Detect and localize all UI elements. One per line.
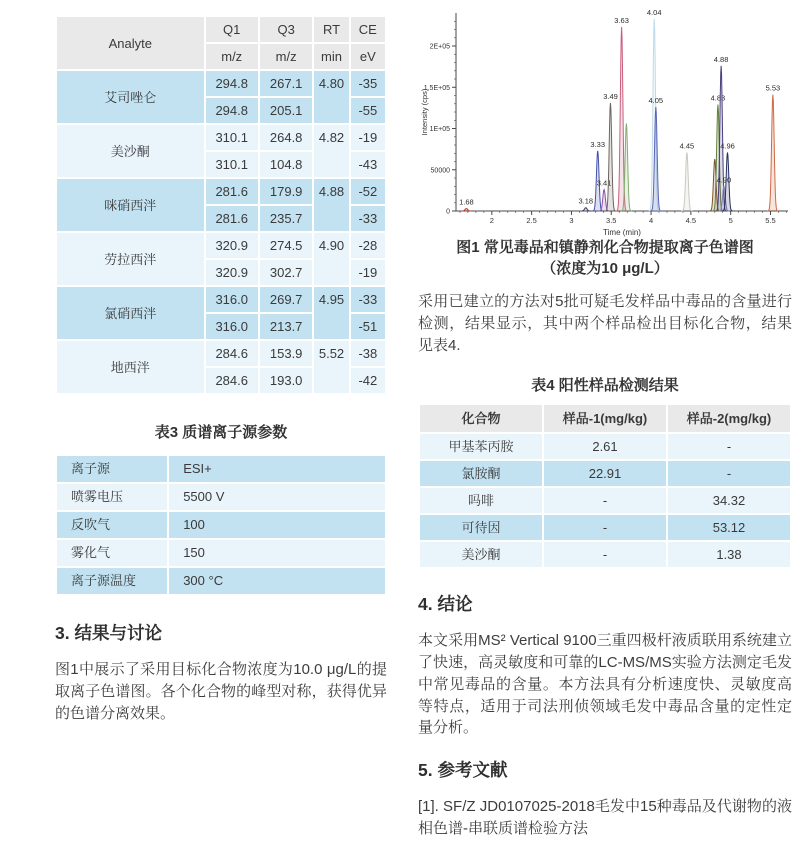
svg-text:2.5: 2.5 [526, 216, 537, 225]
ce-value: -52 [350, 178, 386, 205]
svg-text:3.5: 3.5 [606, 216, 617, 225]
svg-text:1.5E+05: 1.5E+05 [423, 84, 450, 92]
ce-unit: eV [350, 43, 386, 70]
ion-source-row [56, 539, 386, 567]
positive-samples-row [419, 433, 791, 460]
ce-value: -28 [350, 232, 386, 259]
section4-paragraph: 本文采用MS² Vertical 9100三重四极杆液质联用系统建立了快速，高灵敏度和可靠的LC-MS/MS实验方法测定毛发中常见毒品的含量。本方法具有分析速度快、灵敏度高等特点，适用于司法刑侦领域毛发中毒品含量的定性定量分析。 [418, 632, 792, 737]
svg-text:4.5: 4.5 [685, 216, 697, 225]
svg-text:1.68: 1.68 [459, 197, 474, 207]
section5-heading: 5. 参考文献 [418, 760, 508, 780]
table4-caption: 表4 阳性样品检测结果 [531, 377, 679, 395]
q1-value: 294.8 [205, 97, 259, 124]
q1-value: 310.1 [205, 124, 259, 151]
positive-samples-row [419, 541, 791, 568]
ce-value: -19 [350, 259, 386, 286]
right-column [418, 9, 792, 840]
analyte-row [56, 124, 386, 151]
figure1-caption [418, 237, 792, 279]
analyte-row [56, 178, 386, 205]
svg-text:4.90: 4.90 [716, 175, 732, 185]
param-value: ESI+ [168, 455, 386, 483]
rt-value: 4.82 [313, 124, 349, 178]
svg-text:0: 0 [446, 208, 450, 216]
rt-value: 4.95 [313, 286, 349, 340]
svg-text:3.33: 3.33 [590, 139, 606, 149]
reference-entry: [1]. SF/Z JD0107025-2018毛发中15种毒品及代谢物的液相色谱-串联质谱检验方法 [418, 798, 792, 837]
rt-value: 4.88 [313, 178, 349, 232]
section4-heading: 4. 结论 [418, 594, 473, 615]
compound-name: 甲基苯丙胺 [419, 433, 543, 460]
analyte-name: 地西泮 [56, 340, 205, 394]
q3-value: 179.9 [259, 178, 313, 205]
svg-text:4.05: 4.05 [648, 96, 664, 105]
svg-text:4.88: 4.88 [713, 54, 729, 64]
svg-text:4: 4 [648, 216, 654, 225]
rt-unit: min [313, 43, 349, 70]
positive-samples-row [419, 460, 791, 487]
q3-value: 302.7 [259, 259, 313, 286]
analyte-name: 咪硝西泮 [56, 178, 205, 232]
svg-text:4.96: 4.96 [720, 141, 735, 151]
q1-value: 284.6 [205, 340, 259, 367]
analyte-name: 美沙酮 [56, 124, 205, 178]
analyte-table-head [56, 16, 386, 70]
sample1-value: 2.61 [543, 433, 667, 460]
sample1-value: - [543, 487, 667, 514]
q3-value: 269.7 [259, 286, 313, 313]
q1-unit: m/z [205, 43, 259, 70]
q3-header: Q3 [259, 16, 313, 43]
positive-samples-row [419, 487, 791, 514]
param-value: 5500 V [168, 483, 386, 511]
q1-value: 316.0 [205, 313, 259, 340]
analyte-name: 氯硝西泮 [56, 286, 205, 340]
q3-value: 235.7 [259, 205, 313, 232]
ce-value: -33 [350, 205, 386, 232]
q1-value: 320.9 [205, 259, 259, 286]
analyte-table [55, 15, 387, 395]
q3-value: 205.1 [259, 97, 313, 124]
ion-source-row [56, 455, 386, 483]
rt-header: RT [313, 16, 349, 43]
svg-text:Intensity (cps): Intensity (cps) [420, 88, 429, 136]
positive-samples-header: 样品-1(mg/kg) [543, 404, 667, 433]
ce-value: -19 [350, 124, 386, 151]
table3-caption: 表3 质谱离子源参数 [154, 424, 288, 441]
compound-name: 吗啡 [419, 487, 543, 514]
svg-text:5.53: 5.53 [765, 83, 781, 93]
compound-name: 美沙酮 [419, 541, 543, 568]
sample1-value: - [543, 541, 667, 568]
q1-value: 294.8 [205, 70, 259, 97]
sample1-value: - [543, 514, 667, 541]
q3-value: 264.8 [259, 124, 313, 151]
rt-value: 4.90 [313, 232, 349, 286]
analyte-row [56, 70, 386, 97]
figure1-caption-line1: 图1 常见毒品和镇静剂化合物提取离子色谱图 [456, 239, 754, 256]
svg-text:4.83: 4.83 [710, 93, 726, 103]
compound-name: 氯胺酮 [419, 460, 543, 487]
analyte-table-body [56, 70, 386, 394]
ce-value: -33 [350, 286, 386, 313]
ion-source-row [56, 511, 386, 539]
svg-text:4.45: 4.45 [679, 141, 695, 151]
sample2-value: - [667, 460, 791, 487]
positive-samples-header-row [419, 404, 791, 433]
svg-text:3: 3 [569, 216, 574, 225]
q1-header: Q1 [205, 16, 259, 43]
svg-text:1E+05: 1E+05 [429, 126, 450, 133]
svg-text:5.5: 5.5 [765, 216, 776, 225]
svg-text:3.63: 3.63 [614, 16, 629, 25]
ce-value: -51 [350, 313, 386, 340]
sample2-value: - [667, 433, 791, 460]
analyte-row [56, 232, 386, 259]
rt-value: 5.52 [313, 340, 349, 394]
analyte-header: Analyte [56, 16, 205, 70]
svg-text:3.49: 3.49 [603, 91, 618, 101]
positive-samples-header: 化合物 [419, 404, 543, 433]
left-column [55, 15, 387, 840]
analyte-name: 艾司唑仑 [56, 70, 205, 124]
results-paragraph: 采用已建立的方法对5批可疑毛发样品中毒品的含量进行检测，结果显示，其中两个样品检出目标化合物，结果见表4. [418, 293, 792, 354]
svg-text:50000: 50000 [430, 167, 450, 175]
q3-value: 267.1 [259, 70, 313, 97]
svg-text:3.41: 3.41 [596, 178, 612, 188]
rt-value: 4.80 [313, 70, 349, 124]
ce-value: -55 [350, 97, 386, 124]
param-value: 150 [168, 539, 386, 567]
q3-unit: m/z [259, 43, 313, 70]
q3-value: 274.5 [259, 232, 313, 259]
svg-text:3.18: 3.18 [578, 196, 594, 206]
ce-value: -38 [350, 340, 386, 367]
ce-header: CE [350, 16, 386, 43]
param-name: 雾化气 [56, 539, 168, 567]
analyte-row [56, 286, 386, 313]
svg-text:2: 2 [489, 216, 494, 225]
param-value: 300 °C [168, 567, 386, 595]
param-name: 反吹气 [56, 511, 168, 539]
q3-value: 153.9 [259, 340, 313, 367]
param-name: 离子源 [56, 455, 168, 483]
ce-value: -35 [350, 70, 386, 97]
chromatogram-svg [418, 9, 792, 239]
svg-text:Time (min): Time (min) [603, 228, 641, 237]
positive-samples-row [419, 514, 791, 541]
ce-value: -42 [350, 367, 386, 394]
q1-value: 284.6 [205, 367, 259, 394]
positive-samples-header: 样品-2(mg/kg) [667, 404, 791, 433]
svg-text:2E+05: 2E+05 [429, 43, 450, 51]
ion-source-table [55, 454, 387, 596]
sample2-value: 1.38 [667, 541, 791, 568]
section3-heading: 3. 结果与讨论 [55, 623, 162, 643]
q1-value: 320.9 [205, 232, 259, 259]
param-name: 喷雾电压 [56, 483, 168, 511]
chromatogram-figure [418, 9, 792, 237]
q3-value: 104.8 [259, 151, 313, 178]
q1-value: 310.1 [205, 151, 259, 178]
positive-samples-table-body [419, 433, 791, 568]
ion-source-row [56, 567, 386, 595]
ion-source-row [56, 483, 386, 511]
svg-text:4.04: 4.04 [646, 9, 662, 17]
sample1-value: 22.91 [543, 460, 667, 487]
analyte-row [56, 340, 386, 367]
ce-value: -43 [350, 151, 386, 178]
q1-value: 281.6 [205, 205, 259, 232]
q3-value: 193.0 [259, 367, 313, 394]
figure1-caption-line2: （浓度为10 μg/L） [541, 260, 669, 277]
param-name: 离子源温度 [56, 567, 168, 595]
compound-name: 可待因 [419, 514, 543, 541]
q1-value: 316.0 [205, 286, 259, 313]
svg-text:5: 5 [728, 216, 733, 225]
param-value: 100 [168, 511, 386, 539]
q3-value: 213.7 [259, 313, 313, 340]
positive-samples-table [418, 403, 792, 569]
section3-paragraph: 图1中展示了采用目标化合物浓度为10.0 μg/L的提取离子色谱图。各个化合物的峰型对称，获得优异的色谱分离效果。 [55, 661, 387, 722]
sample2-value: 34.32 [667, 487, 791, 514]
ion-source-table-body [56, 455, 386, 595]
analyte-name: 劳拉西泮 [56, 232, 205, 286]
sample2-value: 53.12 [667, 514, 791, 541]
q1-value: 281.6 [205, 178, 259, 205]
